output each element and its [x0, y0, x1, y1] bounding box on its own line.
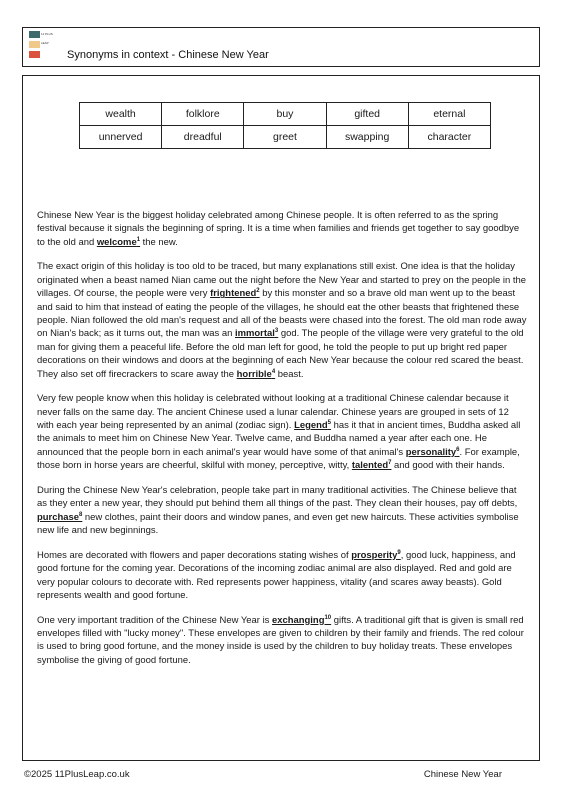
paragraph-1 — [37, 209, 527, 249]
paragraph-text: new clothes, paint their doors and window panes, and even get new haircuts. These activities symbolise new life and new beginnings. — [37, 511, 519, 537]
vocab-word-1 — [97, 237, 140, 248]
paragraph-text: beast. — [275, 368, 304, 380]
paragraph-text: Very few people know when this holiday is celebrated without looking at a traditional Chinese calendar because it never falls on the same day. The ancient Chinese used a lunar calendar. Chinese years are grouped in sets of 12 with each year being represented by an animal (zodiac sign). — [37, 393, 509, 432]
paragraph-text: Homes are decorated with flowers and paper decorations stating wishes of — [37, 549, 352, 561]
vocab-word-text: horrible — [236, 368, 272, 380]
vocab-word-5 — [294, 420, 331, 431]
vocab-number: 5 — [327, 419, 331, 426]
vocab-word-text: frightened — [210, 288, 257, 300]
vocab-word-8 — [37, 512, 82, 523]
vocab-word-text: purchase — [37, 511, 79, 523]
word-bank-cell: swapping — [326, 126, 408, 149]
paragraph-4 — [37, 484, 527, 538]
logo-bar-teal — [29, 31, 40, 38]
vocab-number: 3 — [274, 328, 279, 335]
paragraph-text: god. The people of the village were very grateful to the old man for giving them a peaceful life. Before the old man left for good, he told the people to put up bright red paper decorations on their windows and doors at the beginning of each New Year because the colour red scared the beast. They also set off firecrackers to scare away the — [37, 328, 524, 380]
word-bank-cell: folklore — [162, 103, 244, 126]
vocab-number: 4 — [271, 368, 276, 375]
paragraph-text: One very important tradition of the Chinese New Year is — [37, 614, 273, 626]
word-bank-table — [79, 102, 491, 149]
vocab-word-6 — [406, 447, 460, 458]
header-box — [22, 27, 540, 67]
worksheet-body — [22, 75, 540, 761]
vocab-word-text: prosperity — [351, 549, 398, 561]
worksheet-title: Synonyms in context - Chinese New Year — [67, 49, 269, 61]
vocab-word-9 — [351, 550, 401, 561]
vocab-number: 6 — [456, 446, 460, 453]
paragraph-text: . For example, those born in horse years are cheerful, skilful with money, perceptive, witty, — [37, 446, 520, 472]
paragraph-text: has it that in ancient times, Buddha asked all the animals to meet him on Chinese New Year. Twelve came, and Buddha named a year after each one. He announced that the people born in each animal's year would have some of that animal's — [37, 420, 521, 458]
paragraph-text: Chinese New Year is the biggest holiday celebrated among Chinese people. It is often referred to as the spring festival because it signals the beginning of spring. It is a time when families and friends get together to say goodbye to the old and — [37, 210, 520, 248]
logo-bar-peach — [29, 41, 40, 48]
word-bank-cell: dreadful — [162, 126, 244, 149]
vocab-word-text: talented — [351, 460, 389, 472]
paragraph-text: During the Chinese New Year's celebration, people take part in many traditional activities. The Chinese believe that as they enter a new year, they should put behind them all things of the past. They clean their houses, pay off debts, — [37, 484, 518, 510]
vocab-number: 2 — [256, 288, 260, 295]
vocab-word-2 — [210, 288, 259, 299]
word-bank-cell: buy — [244, 103, 326, 126]
paragraph-6 — [37, 614, 527, 668]
vocab-word-text: personality — [405, 446, 457, 458]
vocab-word-4 — [237, 369, 275, 380]
paragraph-text: The exact origin of this holiday is too old to be traced, but many explanations still exist. One idea is that the holiday originated when a beast named Nian came out the night before the New Year and started to prey on the people in the villages. Of course, the people were very — [37, 261, 526, 300]
word-bank-cell: eternal — [408, 103, 490, 126]
logo-text-line2: LEAP — [41, 41, 49, 45]
paragraph-3 — [37, 392, 527, 472]
vocab-word-3 — [235, 328, 278, 339]
vocab-word-text: Legend — [294, 420, 328, 432]
word-bank-cell: unnerved — [80, 126, 162, 149]
paragraph-text: the new. — [140, 236, 178, 248]
word-bank-cell: greet — [244, 126, 326, 149]
paragraph-text: by this monster and so a brave old man went up to the beast and said to him that instead of eating the people of the villages, he should eat the other beasts that frightened these people. Nian followed the old man's request and all of the beasts were chased into the forest. The old man rode away on Nian's back; as it turns out, the man was an — [37, 288, 527, 340]
logo — [29, 31, 59, 63]
paragraph-text: gifts. A traditional gift that is given is small red envelopes filled with "lucky money". These envelopes are given to children by their family and friends. The red colour is used to bring good fortune, and the money inside is used by the children to buy holiday treats. These envelopes symbolise the giving of good fortune. — [37, 614, 524, 666]
word-bank-cell: wealth — [80, 103, 162, 126]
footer-copyright: ©2025 11PlusLeap.co.uk — [24, 769, 130, 780]
vocab-number: 10 — [324, 614, 332, 621]
vocab-number: 9 — [397, 549, 401, 556]
vocab-word-text: exchanging — [272, 614, 325, 626]
paragraph-2 — [37, 260, 527, 381]
word-bank-row — [80, 103, 491, 126]
vocab-word-10 — [272, 615, 331, 626]
passage — [37, 209, 527, 678]
vocab-number: 1 — [136, 236, 141, 243]
paragraph-text: , good luck, happiness, and good fortune for the coming year. Decorations of the incoming zodiac animal are also displayed. Red and gold are very popular colours to decorate with. Red represents power happiness, vitality (and scares away beasts). Gold represents wealth and good fortune. — [37, 549, 516, 601]
word-bank-cell: character — [408, 126, 490, 149]
paragraph-text: and good with their hands. — [391, 460, 505, 472]
vocab-number: 7 — [388, 460, 392, 467]
logo-text-line1: 11 PLUS — [41, 32, 53, 36]
logo-bar-red — [29, 51, 40, 58]
word-bank-cell: gifted — [326, 103, 408, 126]
vocab-word-text: welcome — [96, 236, 137, 248]
paragraph-5 — [37, 549, 527, 603]
vocab-number: 8 — [78, 511, 83, 518]
word-bank-row — [80, 126, 491, 149]
footer-topic: Chinese New Year — [423, 769, 502, 780]
vocab-word-text: immortal — [235, 328, 275, 340]
vocab-word-7 — [352, 460, 392, 471]
